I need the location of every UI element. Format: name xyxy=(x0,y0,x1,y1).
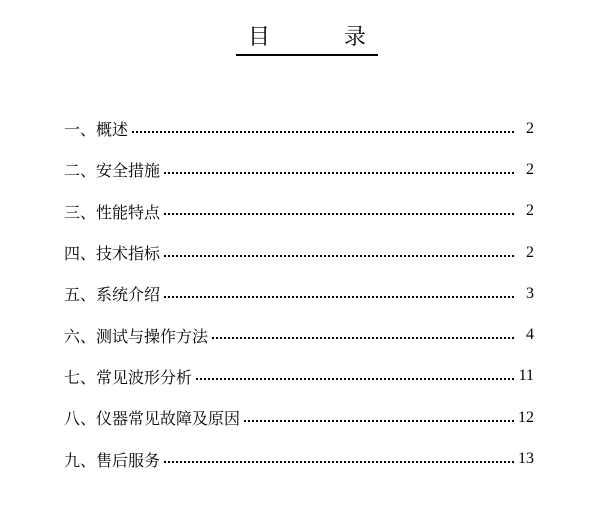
toc-entry-8[interactable] xyxy=(64,397,534,438)
toc-entry-number: 二 xyxy=(64,161,81,181)
toc-dot-leader xyxy=(164,461,514,463)
toc-entry-2[interactable] xyxy=(64,149,534,190)
toc-dot-leader xyxy=(164,213,514,215)
toc-entry-separator: 、 xyxy=(80,202,97,222)
toc-entry-label: 常见波形分析 xyxy=(96,367,193,387)
table-of-contents xyxy=(64,108,534,480)
toc-entry-separator: 、 xyxy=(80,326,97,346)
toc-entry-label: 概述 xyxy=(96,120,129,140)
toc-entry-label: 技术指标 xyxy=(96,244,161,264)
toc-entry-label: 售后服务 xyxy=(96,450,161,470)
toc-entry-label: 性能特点 xyxy=(96,202,161,222)
toc-entry-number: 六 xyxy=(64,326,81,346)
toc-entry-4[interactable] xyxy=(64,232,534,273)
toc-entry-5[interactable] xyxy=(64,273,534,314)
toc-entry-separator: 、 xyxy=(80,244,97,264)
toc-dot-leader xyxy=(164,296,514,298)
toc-entry-separator: 、 xyxy=(80,450,97,470)
toc-entry-number: 三 xyxy=(64,202,81,222)
toc-entry-number: 八 xyxy=(64,409,81,429)
toc-entry-3[interactable] xyxy=(64,191,534,232)
toc-entry-number: 七 xyxy=(64,367,81,387)
toc-entry-separator: 、 xyxy=(80,409,97,429)
toc-entry-page: 3 xyxy=(526,284,534,302)
toc-entry-6[interactable] xyxy=(64,314,534,355)
toc-entry-label: 系统介绍 xyxy=(96,285,161,305)
toc-entry-separator: 、 xyxy=(80,120,97,140)
toc-entry-page: 2 xyxy=(526,119,534,137)
toc-entry-page: 2 xyxy=(526,243,534,261)
toc-entry-number: 五 xyxy=(64,285,81,305)
toc-title-char-2: 录 xyxy=(344,25,367,50)
toc-entry-number: 四 xyxy=(64,244,81,264)
toc-dot-leader xyxy=(164,255,514,257)
toc-entry-page: 11 xyxy=(518,367,534,385)
toc-title-underlined xyxy=(236,24,378,56)
toc-entry-page: 13 xyxy=(518,450,534,468)
toc-entry-number: 九 xyxy=(64,450,81,470)
toc-entry-separator: 、 xyxy=(80,367,97,387)
toc-entry-9[interactable] xyxy=(64,438,534,479)
toc-entry-number: 一 xyxy=(64,120,81,140)
toc-entry-page: 2 xyxy=(526,202,534,220)
toc-entry-separator: 、 xyxy=(80,161,97,181)
toc-entry-page: 4 xyxy=(526,326,534,344)
toc-dot-leader xyxy=(164,172,514,174)
toc-entry-label: 安全措施 xyxy=(96,161,161,181)
toc-entry-7[interactable] xyxy=(64,356,534,397)
toc-entry-label: 仪器常见故障及原因 xyxy=(96,409,241,429)
toc-entry-1[interactable] xyxy=(64,108,534,149)
toc-dot-leader xyxy=(196,378,514,380)
toc-entry-page: 2 xyxy=(526,160,534,178)
toc-dot-leader xyxy=(212,337,514,339)
toc-title xyxy=(0,24,614,56)
toc-title-char-1: 目 xyxy=(247,25,270,50)
toc-entry-label: 测试与操作方法 xyxy=(96,326,209,346)
toc-dot-leader xyxy=(244,420,514,422)
toc-entry-page: 12 xyxy=(518,408,534,426)
toc-dot-leader xyxy=(132,131,514,133)
toc-entry-separator: 、 xyxy=(80,285,97,305)
